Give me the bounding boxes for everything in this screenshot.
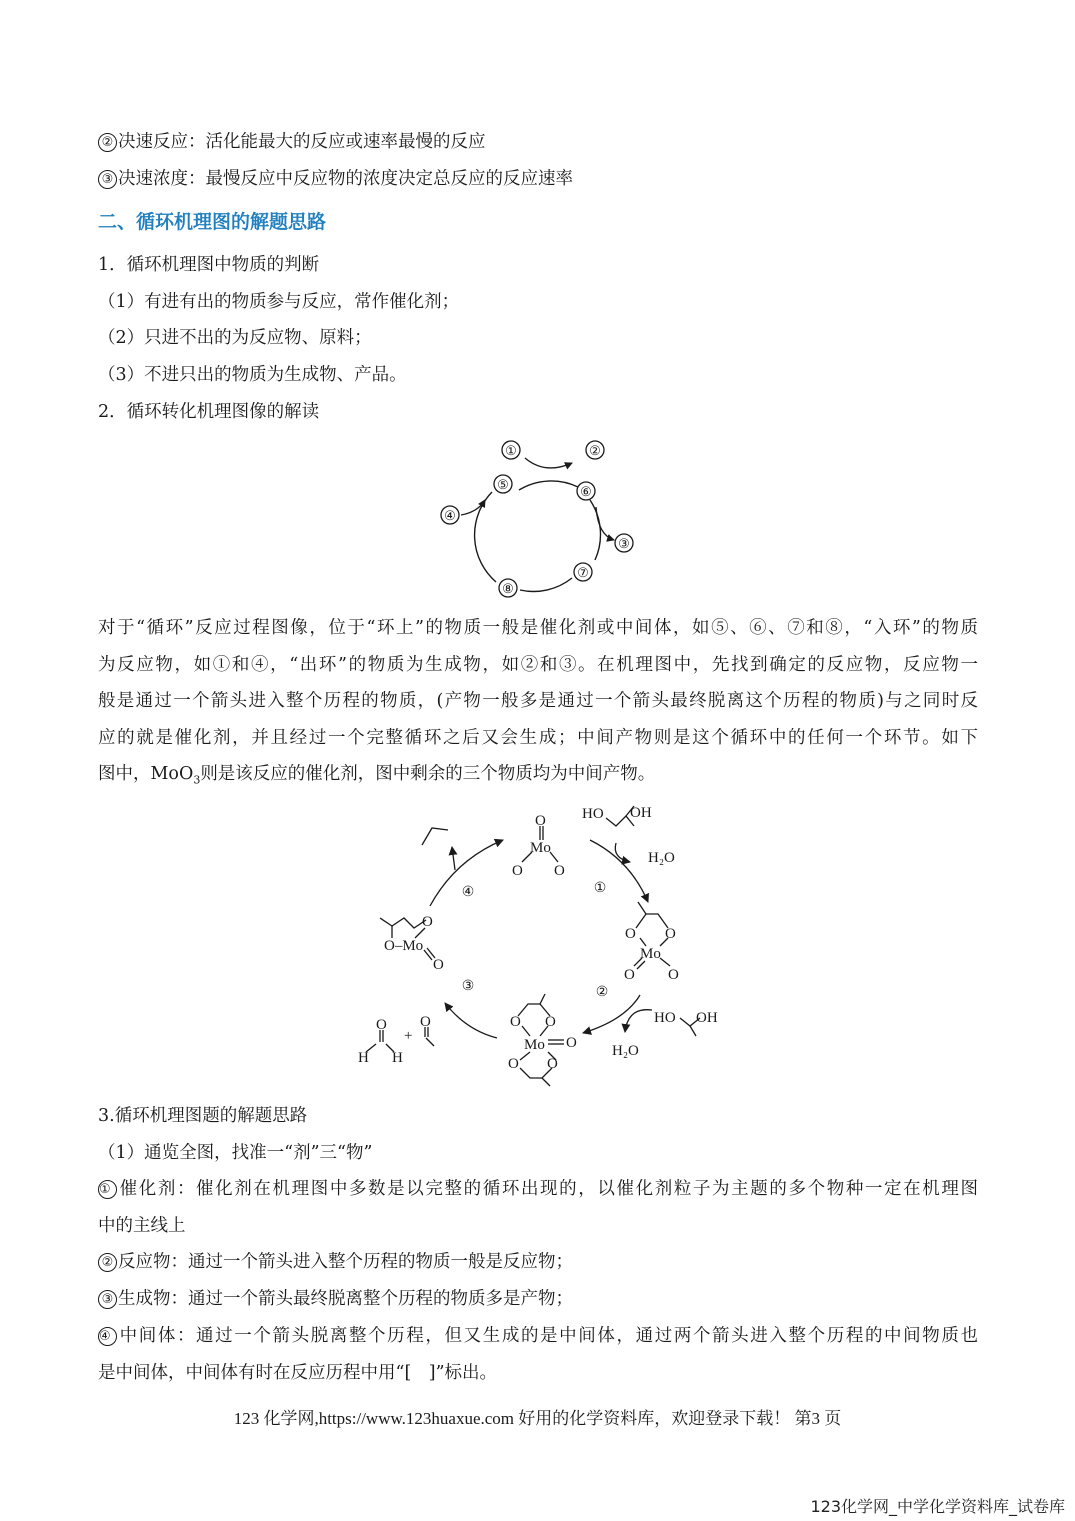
plus-sign: + — [404, 1028, 413, 1044]
text-line-decisive-concentration — [98, 161, 573, 198]
subsection-title-1: 1．循环机理图中物质的判断 — [98, 255, 320, 275]
atom-h: H — [392, 1050, 403, 1066]
step-number-4: ④ — [461, 885, 475, 900]
step-number-3: ③ — [461, 979, 475, 994]
item-text: 中的主线上 — [98, 1215, 186, 1236]
ring-arc — [520, 578, 572, 591]
step-line: （1）通览全图，找准一“剂”三“物” — [98, 1143, 373, 1163]
propene-structure — [422, 828, 448, 845]
water-product: H₂O — [648, 850, 675, 866]
text-line-decisive-reaction — [98, 124, 486, 161]
item-number: ④ — [98, 1327, 117, 1346]
section-heading: 二、循环机理图的解题思路 — [98, 211, 327, 233]
water-product: H₂O — [612, 1043, 639, 1059]
paragraph-line: 般是通过一个箭头进入整个历程的物质，(产物一般多是通过一个箭头最终脱离这个历程的物质)与之同时反 — [98, 691, 978, 711]
list-item — [98, 1171, 978, 1208]
step-number-2: ② — [595, 985, 609, 1000]
reactant-oh: OH — [696, 1010, 718, 1026]
paragraph-text: 则是该反应的催化剂，图中剩余的三个物质均为中间产物。 — [200, 764, 656, 784]
intermediate-item — [98, 1318, 978, 1391]
atom-h: H — [358, 1050, 369, 1066]
item-text: 决速反应：活化能最大的反应或速率最慢的反应 — [118, 132, 486, 152]
item-text: 反应物：通过一个箭头进入整个历程的物质一般是反应物； — [118, 1252, 573, 1272]
cycle-arrow-3 — [445, 1003, 497, 1038]
reactant-ho: HO — [654, 1010, 676, 1026]
item-text: 中间体：通过一个箭头脱离整个历程，但又生成的是中间体，通过两个箭头进入整个历程的中间物质也 — [118, 1326, 978, 1346]
atom-mo: Mo — [530, 840, 551, 856]
atom-o: O — [376, 1017, 387, 1033]
cycle-diagram-generic — [430, 435, 650, 605]
atom-o: O — [512, 863, 523, 879]
atom-o: O — [668, 967, 679, 983]
cycle-label-2: ② — [589, 443, 601, 458]
atom-o: O — [566, 1035, 577, 1051]
paragraph-text: 图中，MoO — [98, 764, 194, 784]
item-number: ① — [98, 1180, 117, 1199]
atom-o: O — [625, 926, 636, 942]
subsection-title-2: 2．循环转化机理图像的解读 — [98, 402, 320, 422]
atom-o: O — [510, 1014, 521, 1030]
ring-arc — [590, 500, 600, 560]
moo3-cycle-diagram — [345, 795, 735, 1100]
product-item — [98, 1281, 573, 1318]
reactant-item — [98, 1244, 573, 1281]
propene-exit-arrow — [452, 847, 455, 870]
item-number: ③ — [98, 170, 117, 189]
atom-o: O — [665, 926, 676, 942]
catalyst-item — [98, 1171, 978, 1244]
item-text: 决速浓度：最慢反应中反应物的浓度决定总反应的反应速率 — [118, 169, 573, 189]
cycle-label-3: ③ — [618, 536, 630, 551]
atom-o: O — [547, 1056, 558, 1072]
list-item — [98, 1318, 978, 1355]
paragraph-line: 为反应物，如①和④，“出环”的物质为生成物，如②和③。在机理图中，先找到确定的反应物，反应物一 — [98, 654, 978, 675]
atom-mo: Mo — [640, 946, 661, 962]
reactant-oh: OH — [630, 805, 652, 821]
o-mo-label: O–Mo — [384, 938, 424, 954]
atom-mo: Mo — [524, 1037, 545, 1053]
paragraph-line: 对于“循环”反应过程图像，位于“环上”的物质一般是催化剂或中间体，如⑤、⑥、⑦和⑧，“入环”的物质 — [98, 618, 978, 638]
atom-o: O — [422, 914, 433, 930]
atom-o: O — [535, 813, 546, 829]
cycle-arrow-2 — [583, 995, 640, 1033]
paragraph-line: 应的就是催化剂，并且经过一个完整循环之后又会生成；中间产物则是这个循环中的任何一个环节。如下 — [98, 727, 978, 748]
entry-arrow-1 — [525, 458, 572, 468]
paragraph-line — [98, 756, 978, 799]
item-number: ② — [98, 133, 117, 152]
list-item: （1）有进有出的物质参与反应，常作催化剂； — [98, 292, 460, 312]
ring-arc — [519, 481, 578, 490]
list-item: （3）不进只出的物质为生成物、产品。 — [98, 365, 407, 385]
atom-o: O — [433, 957, 444, 973]
cycle-label-4: ④ — [444, 508, 456, 523]
cycle-label-6: ⑥ — [580, 484, 592, 499]
page-footer: 123 化学网,https://www.123huaxue.com 好用的化学资料库，欢迎登录下载！ 第3 页 — [233, 1409, 842, 1428]
subsection-title-3: 3.循环机理图题的解题思路 — [98, 1106, 308, 1126]
item-text: 生成物：通过一个箭头最终脱离整个历程的物质多是产物； — [118, 1289, 573, 1309]
watermark-text: 123化学网_中学化学资料库_试卷库 — [810, 1497, 1065, 1516]
cycle-label-8: ⑧ — [502, 581, 514, 596]
exit-arrow-3 — [596, 507, 614, 540]
ring-arc — [475, 492, 496, 582]
item-number: ② — [98, 1253, 117, 1272]
item-text: 是中间体，中间体有时在反应历程中用“[ ]”标出。 — [98, 1362, 498, 1383]
cycle-label-1: ① — [505, 443, 517, 458]
item-text: 催化剂：催化剂在机理图中多数是以完整的循环出现的，以催化剂粒子为主题的多个物种一定在机理图 — [118, 1179, 978, 1199]
atom-o: O — [624, 967, 635, 983]
reactant-ho: HO — [582, 806, 604, 822]
atom-o: O — [420, 1014, 431, 1030]
explanation-paragraph — [98, 610, 978, 799]
atom-o: O — [554, 863, 565, 879]
cycle-label-5: ⑤ — [497, 477, 509, 492]
cycle-label-7: ⑦ — [577, 565, 589, 580]
subscript: 3 — [193, 773, 201, 787]
step-number-1: ① — [593, 881, 607, 896]
reactant-entry-arrow-2 — [625, 1010, 652, 1032]
atom-o: O — [545, 1014, 556, 1030]
list-item: （2）只进不出的为反应物、原料； — [98, 328, 372, 348]
item-number: ③ — [98, 1290, 117, 1309]
atom-o: O — [508, 1056, 519, 1072]
